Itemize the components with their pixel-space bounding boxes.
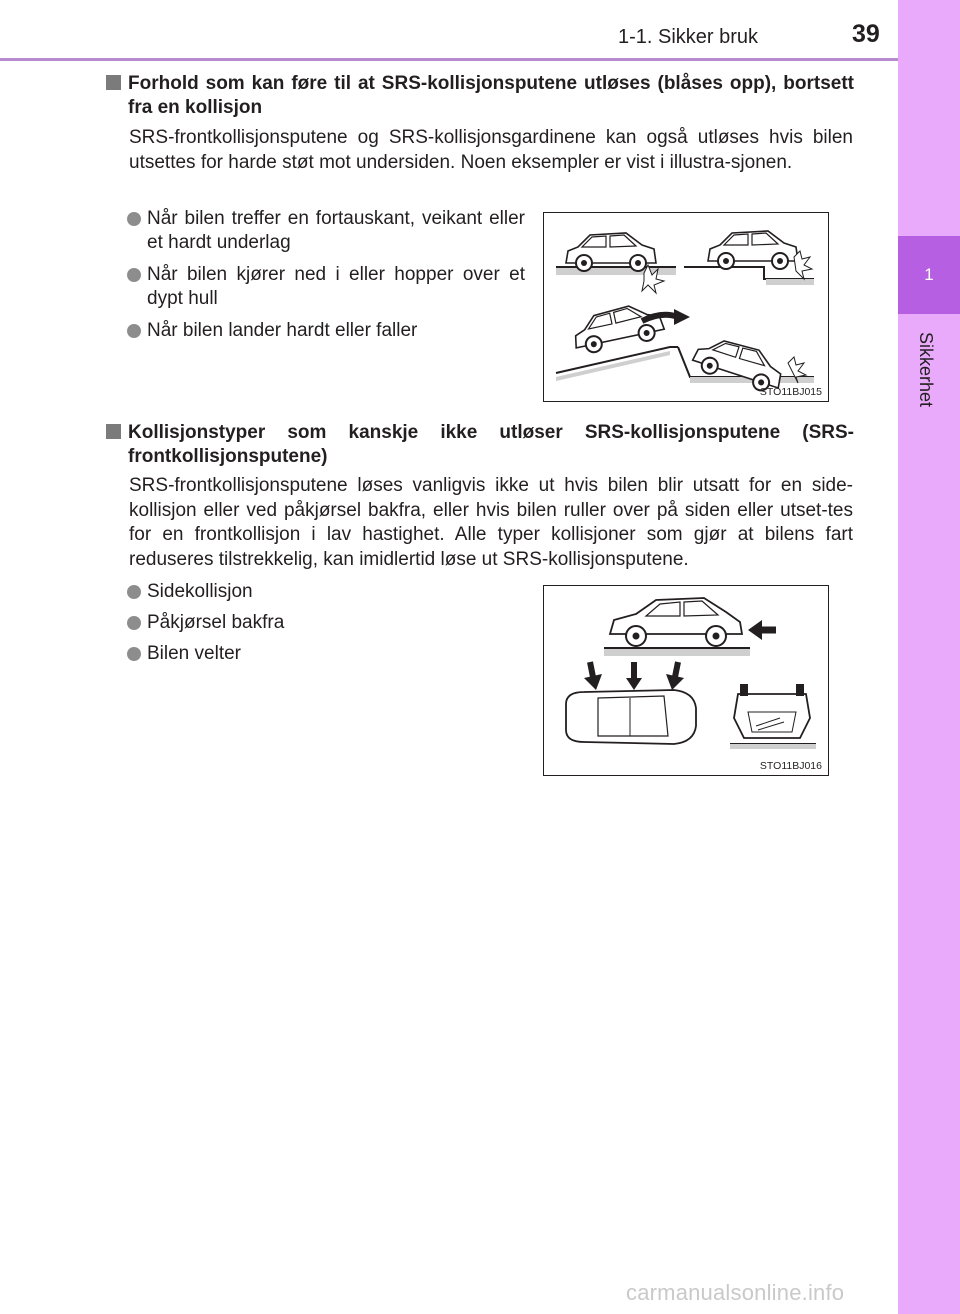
chapter-label: Sikkerhet xyxy=(916,332,936,408)
bullet-text: Når bilen kjører ned i eller hopper over et dypt hull xyxy=(147,264,525,309)
non-deploy-collisions-illustration xyxy=(544,586,828,775)
figure-code: STO11BJ016 xyxy=(759,760,822,772)
section1-bullet-1 xyxy=(127,207,525,255)
section2-bullet-3 xyxy=(127,642,427,666)
circle-bullet-icon xyxy=(127,268,141,282)
header-rule xyxy=(0,58,898,61)
section1-body: SRS-frontkollisjonsputene og SRS-kollisjonsgardinene kan også utløses hvis bilen utsettes for harde støt mot undersiden. Noen eksempler er vist i illustra-sjonen. xyxy=(129,127,853,173)
figure-non-deploy-collisions xyxy=(543,585,829,776)
circle-bullet-icon xyxy=(127,212,141,226)
section2-bullet-2 xyxy=(127,611,427,635)
side-tab-strip xyxy=(898,0,960,1314)
circle-bullet-icon xyxy=(127,616,141,630)
circle-bullet-icon xyxy=(127,324,141,338)
chapter-number-tab[interactable]: 1 xyxy=(898,236,960,314)
section-title: 1-1. Sikker bruk xyxy=(618,26,759,48)
figure-code: STO11BJ015 xyxy=(759,386,822,398)
square-marker-icon xyxy=(106,75,121,90)
page-number: 39 xyxy=(852,20,880,48)
square-marker-icon xyxy=(106,424,121,439)
section2-heading-text: Kollisjonstyper som kanskje ikke utløser SRS-kollisjonsputene (SRS-frontkollisjonsputene) xyxy=(128,422,854,467)
circle-bullet-icon xyxy=(127,585,141,599)
section1-bullet-3 xyxy=(127,319,525,343)
watermark: carmanualsonline.info xyxy=(626,1280,845,1305)
section1-heading-text: Forhold som kan føre til at SRS-kollisjonsputene utløses (blåses opp), bortsett fra en kollisjon xyxy=(128,73,854,118)
section1-bullet-2 xyxy=(127,263,525,311)
bullet-text: Sidekollisjon xyxy=(147,581,253,602)
section1-heading xyxy=(106,72,854,120)
figure-undercarriage-impacts xyxy=(543,212,829,402)
section2-body: SRS-frontkollisjonsputene løses vanligvis ikke ut hvis bilen blir utsatt for en side-kollisjon eller ved påkjørsel bakfra, eller hvis bilen ruller over på siden eller utset-tes for en frontkollisjon i lav hastighet. Alle typer kollisjoner som gjør at bilens fart reduseres tilstrekkelig, kan imidlertid løse ut SRS-kollisjonsputene. xyxy=(129,475,853,570)
bullet-text: Når bilen lander hardt eller faller xyxy=(147,320,418,341)
bullet-text: Når bilen treffer en fortauskant, veikant eller et hardt underlag xyxy=(147,208,525,253)
section2-heading xyxy=(106,421,854,469)
bullet-text: Påkjørsel bakfra xyxy=(147,612,285,633)
section2-bullet-1 xyxy=(127,580,427,604)
bullet-text: Bilen velter xyxy=(147,643,241,664)
undercarriage-impacts-illustration xyxy=(544,213,828,401)
circle-bullet-icon xyxy=(127,647,141,661)
